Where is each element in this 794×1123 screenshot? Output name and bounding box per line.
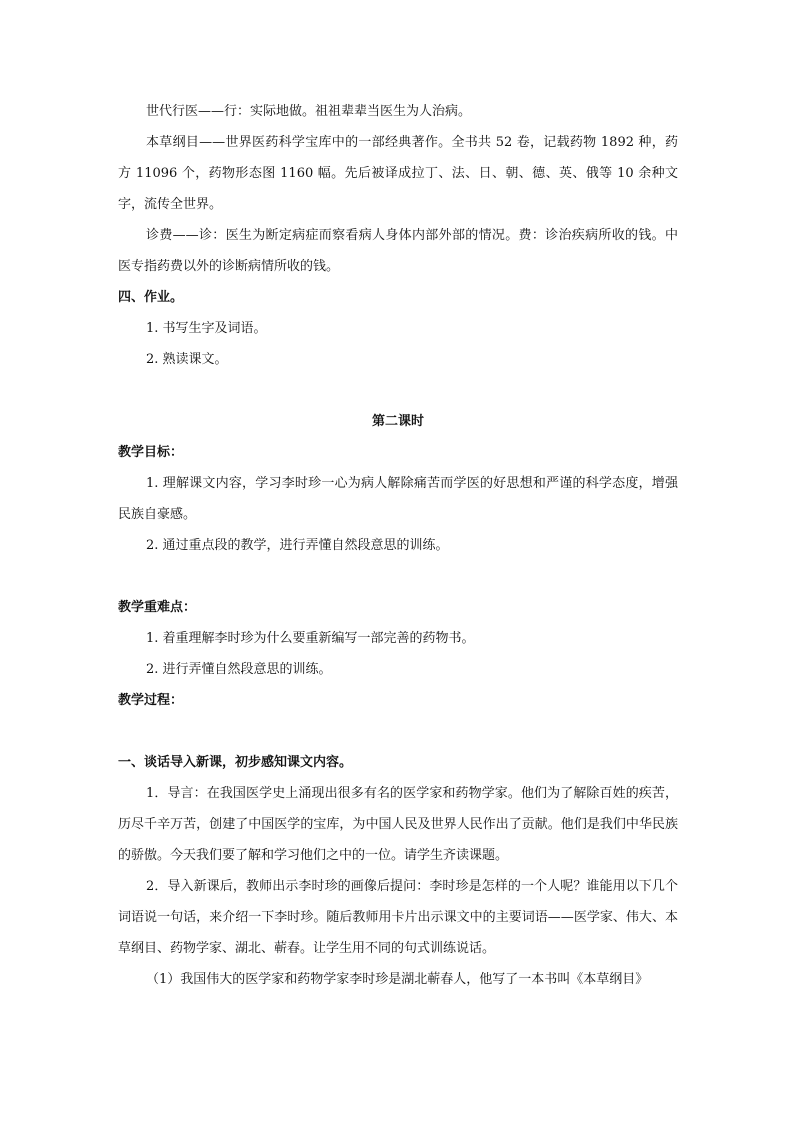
paragraph-bencaogangmu: 本草纲目——世界医药科学宝库中的一部经典著作。全书共 52 卷，记载药物 1892 种，药方 11096 个，药物形态图 1160 幅。先后被译成拉丁、法、日、朝、德、英、俄等 10 余种文字，流传全世界。: [118, 135, 678, 212]
section-title: 第二课时: [371, 414, 424, 429]
homework-item-2: 2. 熟读课文。: [146, 352, 228, 367]
process-sub-item-1: （1）我国伟大的医学家和药物学家李时珍是湖北蕲春人，他写了一本书叫《本草纲目》: [146, 972, 649, 987]
heading-part-one: 一、谈话导入新课，初步感知课文内容。: [118, 755, 353, 770]
key-point-item-2: 2. 进行弄懂自然段意思的训练。: [146, 662, 332, 677]
heading-teaching-process: 教学过程：: [118, 693, 184, 708]
paragraph-zhenfei: 诊费——诊：医生为断定病症而察看病人身体内部外部的情况。费：诊治疾病所收的钱。中医专指药费以外的诊断病情所收的钱。: [118, 228, 678, 274]
key-point-item-1: 1. 着重理解李时珍为什么要重新编写一部完善的药物书。: [146, 631, 475, 646]
process-item-2: 2．导入新课后，教师出示李时珍的画像后提问：李时珍是怎样的一个人呢？谁能用以下几个词语说一句话，来介绍一下李时珍。随后教师用卡片出示课文中的主要词语——医学家、伟大、本草纲目、药物学家、湖北、蕲春。让学生用不同的句式训练说话。: [118, 879, 678, 956]
paragraph-shidaihangyi: 世代行医——行：实际地做。祖祖辈辈当医生为人治病。: [146, 104, 472, 119]
goal-item-1: 1. 理解课文内容，学习李时珍一心为病人解除痛苦而学医的好思想和严谨的科学态度，增强民族自豪感。: [118, 476, 678, 522]
heading-key-points: 教学重难点：: [118, 600, 197, 615]
document-body: [118, 96, 678, 995]
homework-item-1: 1. 书写生字及词语。: [146, 321, 267, 336]
spacer: [118, 561, 678, 592]
heading-homework: 四、作业。: [118, 290, 184, 305]
spacer: [118, 716, 678, 747]
spacer: [118, 375, 678, 406]
process-item-1: 1．导言：在我国医学史上涌现出很多有名的医学家和药物学家。他们为了解除百姓的疾苦，历尽千辛万苦，创建了中国医学的宝库，为中国人民及世界人民作出了贡献。他们是我们中华民族的骄傲。今天我们要了解和学习他们之中的一位。请学生齐读课题。: [118, 786, 678, 863]
heading-teaching-goals: 教学目标：: [118, 445, 184, 460]
goal-item-2: 2. 通过重点段的教学，进行弄懂自然段意思的训练。: [146, 538, 449, 553]
